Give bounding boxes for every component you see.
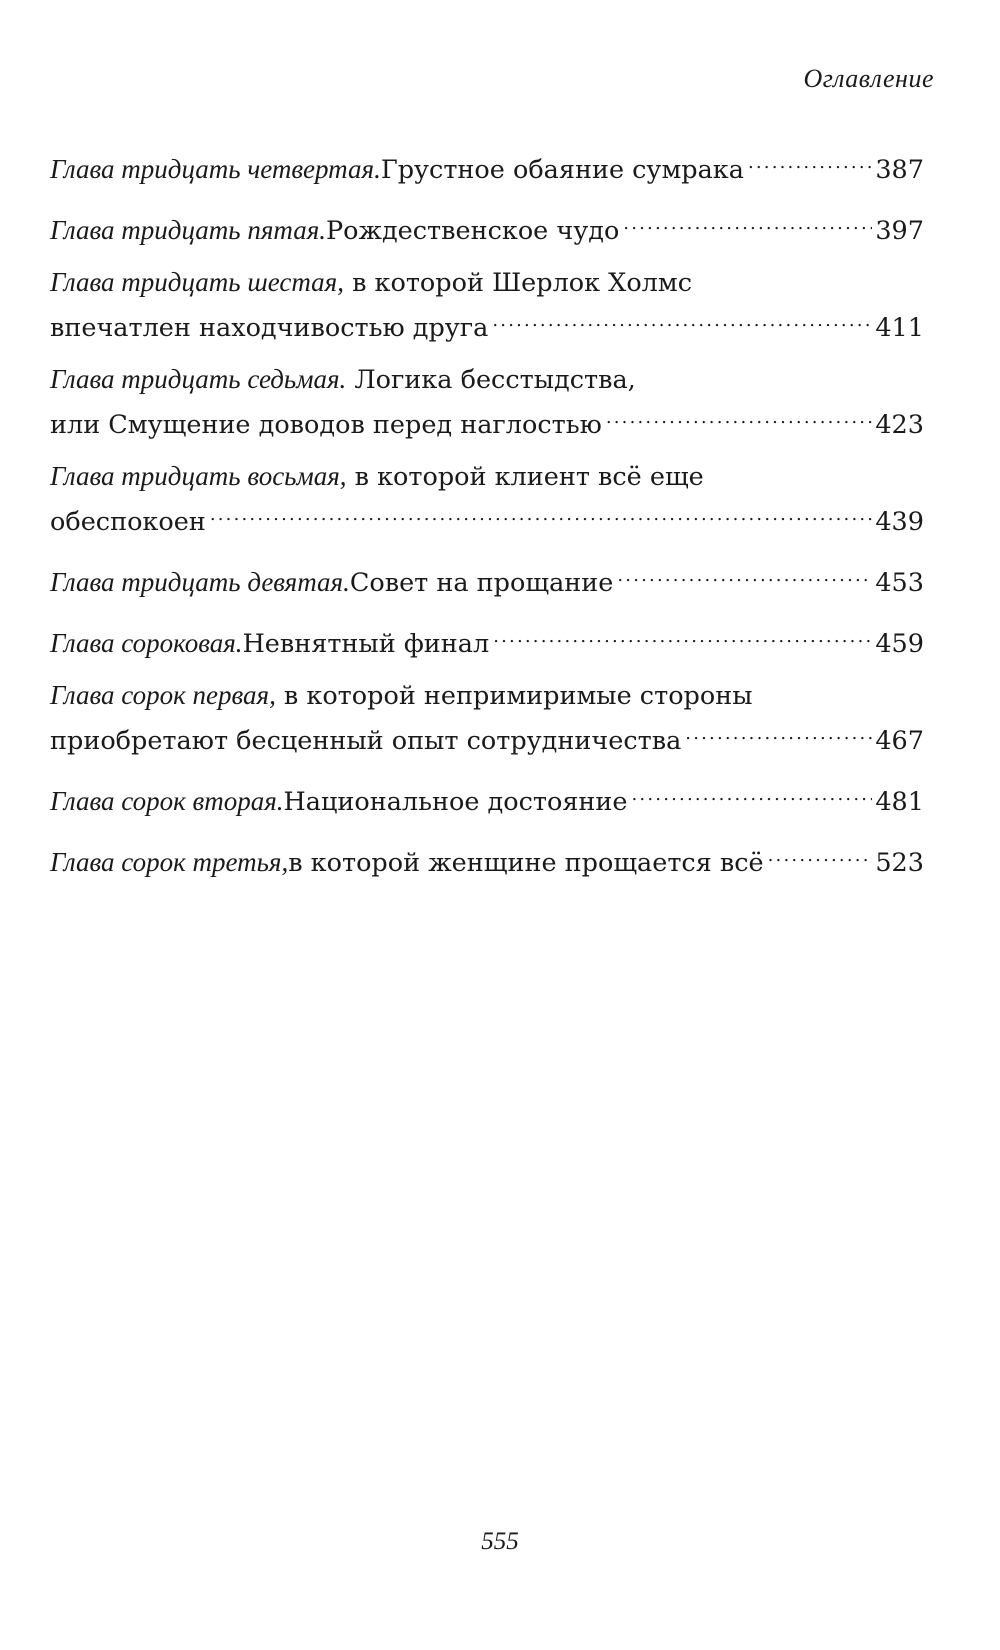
toc-entry-line [50, 204, 924, 249]
chapter-label: Глава сорок третья, [50, 847, 289, 877]
toc-entry-line [50, 301, 924, 346]
chapter-label: Глава сорок первая, [50, 680, 276, 710]
chapter-title: в которой женщине прощается всё [288, 848, 764, 878]
chapter-title-end: впечатлен находчивостью друга [50, 313, 489, 343]
chapter-title-end: обеспокоен [50, 507, 206, 537]
toc-entry-line [50, 556, 924, 601]
chapter-title: Невнятный финал [242, 629, 490, 659]
toc-entry-first-line [50, 265, 924, 301]
toc-entry[interactable] [50, 265, 924, 346]
chapter-label: Глава тридцать четвертая. [50, 154, 381, 184]
chapter-label: Глава тридцать седьмая. [50, 364, 347, 394]
chapter-title-end: или Смущение доводов перед наглостью [50, 410, 602, 440]
chapter-label: Глава сороковая. [50, 628, 243, 658]
dot-leader [617, 556, 872, 591]
dot-leader [492, 301, 872, 336]
chapter-label: Глава сорок вторая. [50, 786, 284, 816]
dot-leader [623, 204, 872, 239]
toc-entry[interactable] [50, 775, 924, 820]
table-of-contents [50, 143, 924, 897]
page-number: 523 [875, 848, 924, 878]
dot-leader [748, 143, 872, 178]
chapter-title: Национальное достояние [283, 787, 628, 817]
chapter-label: Глава тридцать девятая. [50, 567, 350, 597]
toc-entry[interactable] [50, 204, 924, 249]
chapter-title-end: приобретают бесценный опыт сотрудничества [50, 726, 682, 756]
page-number: 387 [875, 155, 924, 185]
page-number: 411 [875, 313, 924, 343]
page-number: 397 [875, 216, 924, 246]
toc-entry-first-line [50, 678, 924, 714]
chapter-label: Глава тридцать восьмая, [50, 461, 347, 491]
toc-entry[interactable] [50, 143, 924, 188]
toc-entry[interactable] [50, 836, 924, 881]
toc-entry-line [50, 775, 924, 820]
page-number: 459 [875, 629, 924, 659]
toc-entry-line [50, 398, 924, 443]
chapter-label: Глава тридцать пятая. [50, 215, 327, 245]
chapter-title-start: в которой Шерлок Холмс [343, 268, 692, 298]
dot-leader [768, 836, 873, 871]
dot-leader [606, 398, 873, 433]
page-number: 453 [875, 568, 924, 598]
toc-entry[interactable] [50, 556, 924, 601]
chapter-label: Глава тридцать шестая, [50, 267, 344, 297]
toc-entry-line [50, 836, 924, 881]
dot-leader [493, 617, 872, 652]
page-number: 481 [875, 787, 924, 817]
chapter-title-start: в которой клиент всё еще [346, 462, 704, 492]
toc-entry[interactable] [50, 617, 924, 662]
toc-entry[interactable] [50, 362, 924, 443]
toc-entry-line [50, 714, 924, 759]
toc-entry[interactable] [50, 459, 924, 540]
toc-entry-line [50, 495, 924, 540]
dot-leader [210, 495, 873, 530]
page-number: 423 [875, 410, 924, 440]
toc-entry-line [50, 143, 924, 188]
running-head: Оглавление [803, 64, 934, 93]
page-number: 467 [875, 726, 924, 756]
chapter-title: Совет на прощание [349, 568, 614, 598]
page-number: 439 [875, 507, 924, 537]
chapter-title-start: в которой непримиримые стороны [275, 681, 753, 711]
chapter-title: Рождественское чудо [326, 216, 620, 246]
toc-entry[interactable] [50, 678, 924, 759]
toc-entry-line [50, 617, 924, 662]
page-folio-number: 555 [481, 1528, 519, 1555]
chapter-title-start: Логика бесстыдства, [346, 365, 636, 395]
toc-entry-first-line [50, 362, 924, 398]
dot-leader [632, 775, 873, 810]
dot-leader [685, 714, 872, 749]
chapter-title: Грустное обаяние сумрака [380, 155, 744, 185]
toc-entry-first-line [50, 459, 924, 495]
